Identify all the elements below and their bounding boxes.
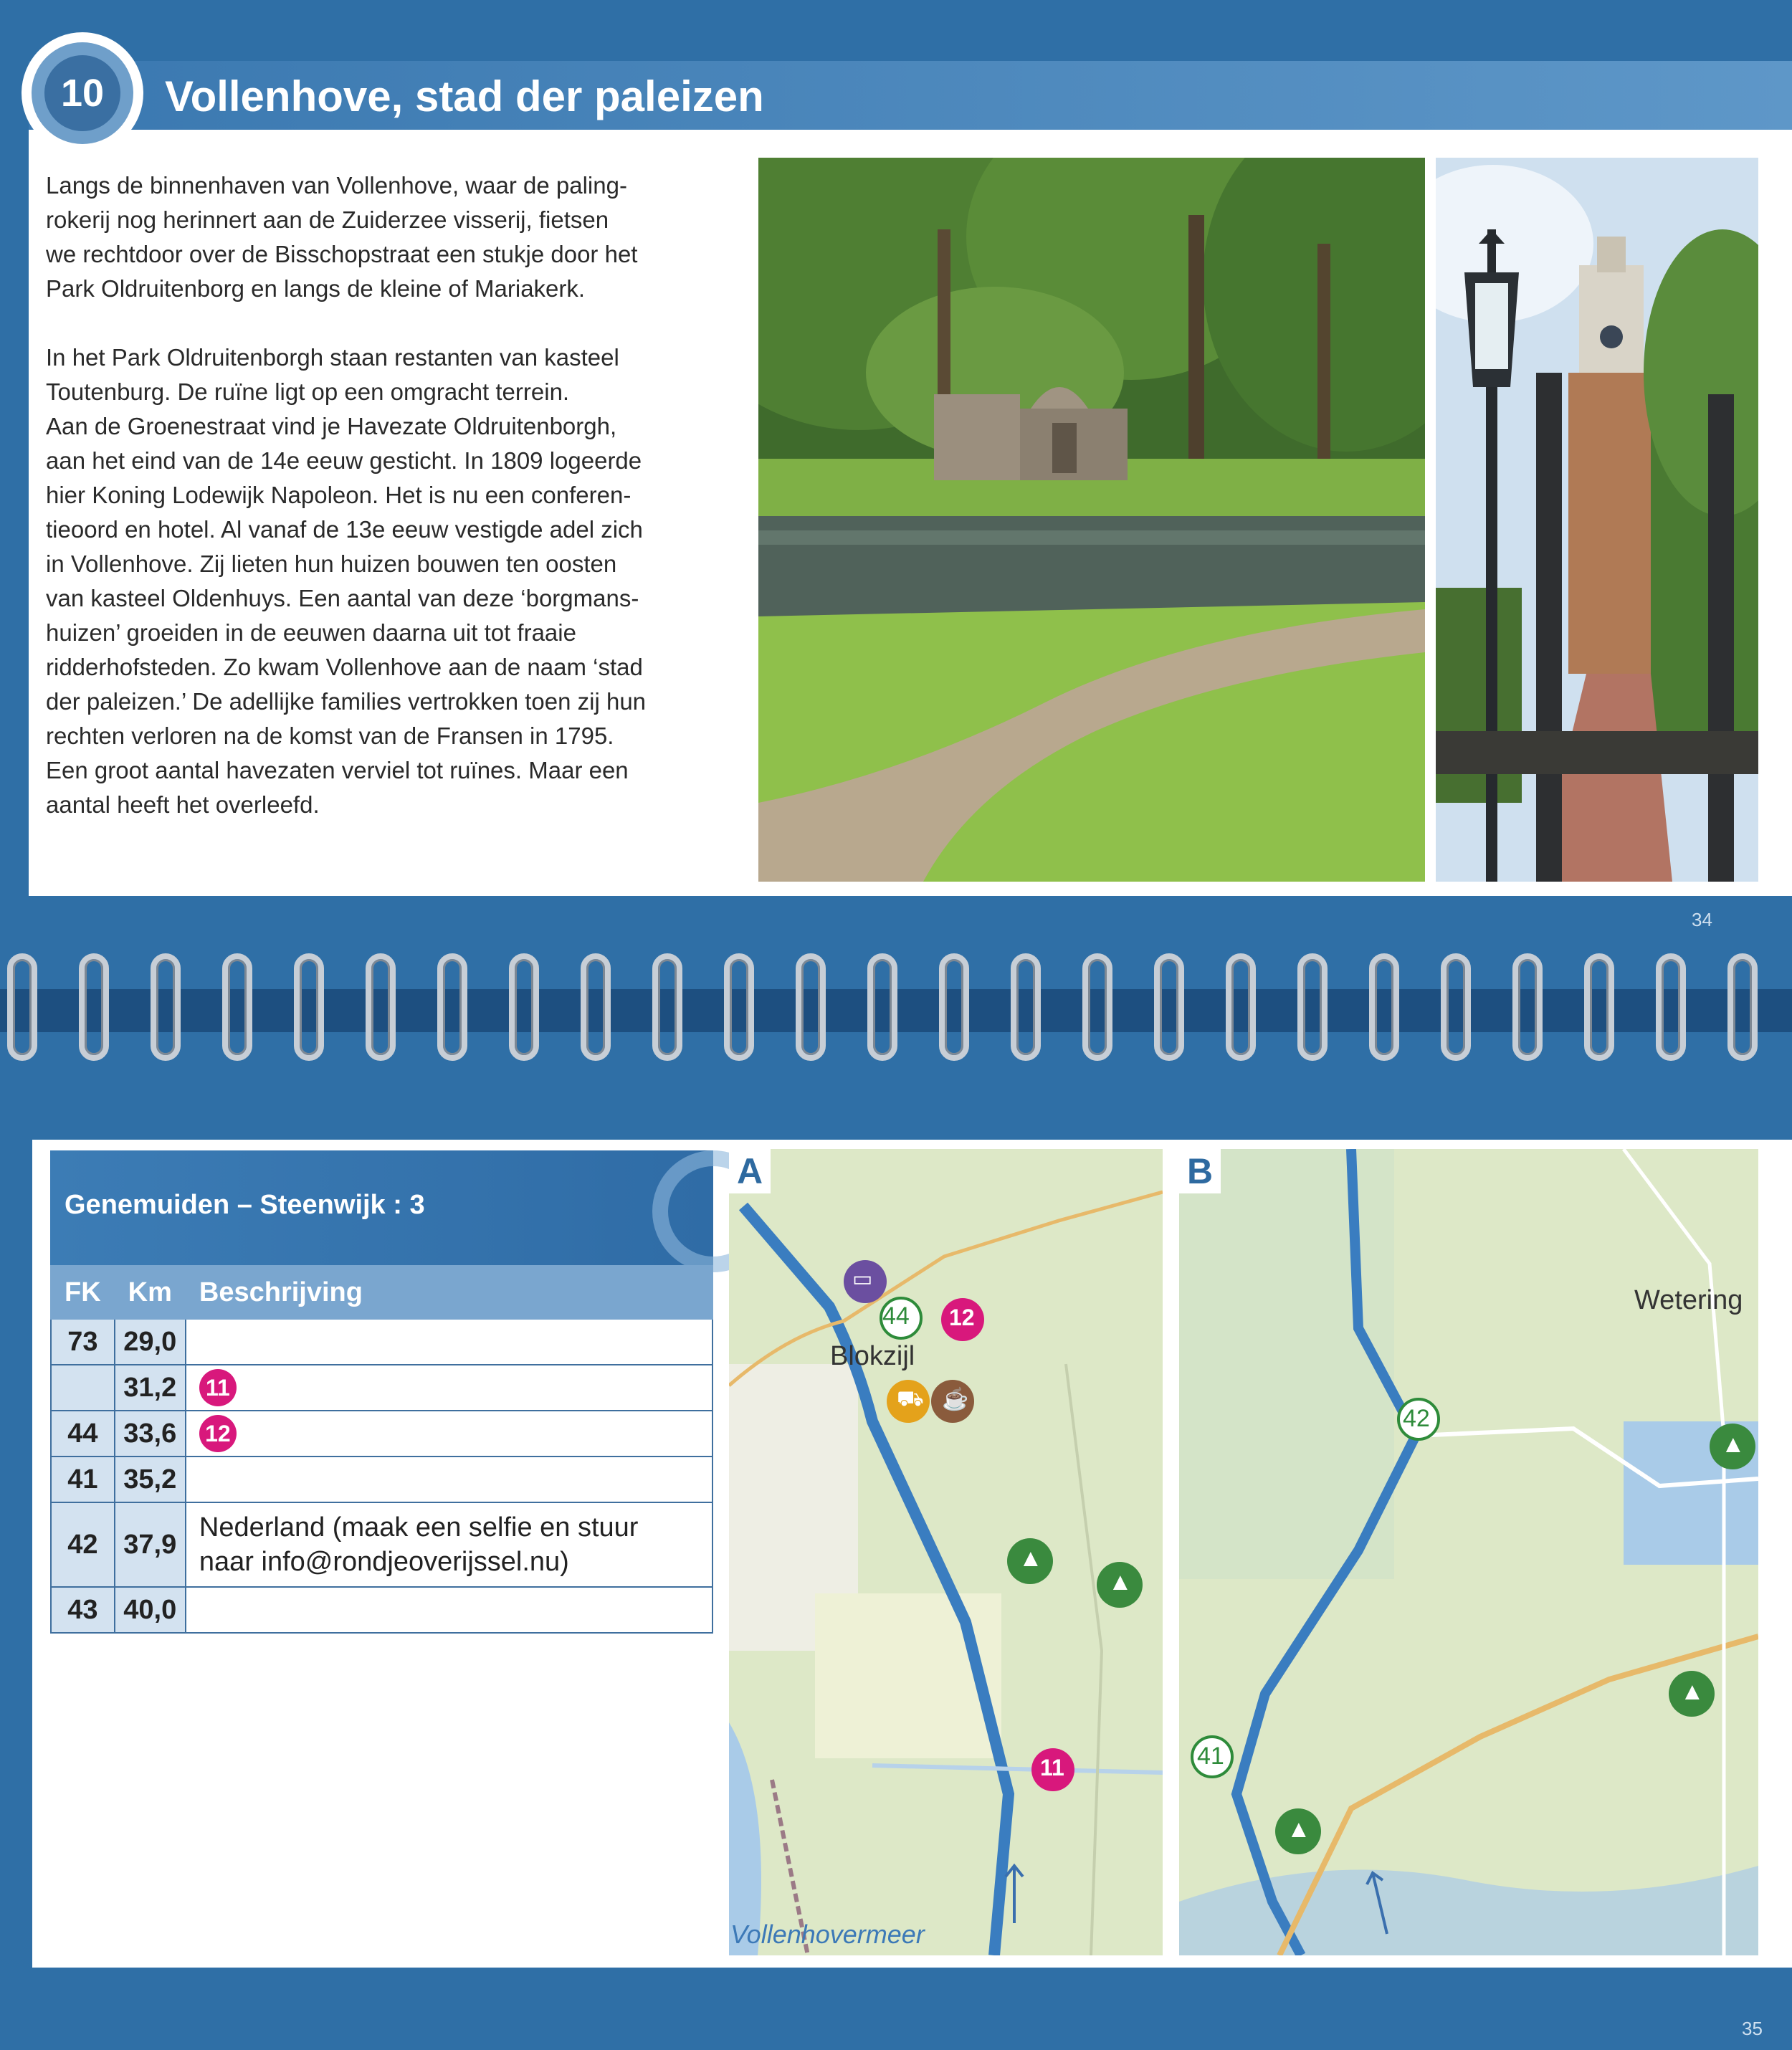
poi-11-marker: 11 <box>1040 1755 1064 1780</box>
column-header-fk: FK <box>51 1266 115 1319</box>
spiral-ring <box>437 953 467 1061</box>
km-cell: 37,9 <box>115 1502 186 1587</box>
table-row <box>51 1502 712 1587</box>
fk-cell <box>51 1365 115 1411</box>
spiral-ring <box>724 953 754 1061</box>
spiral-ring <box>581 953 611 1061</box>
spiral-ring <box>1226 953 1256 1061</box>
page-number-top: 34 <box>1692 909 1712 930</box>
spiral-ring <box>222 953 252 1061</box>
spiral-ring <box>1512 953 1543 1061</box>
spiral-ring <box>509 953 539 1061</box>
chapter-body <box>46 168 734 857</box>
spiral-ring <box>1297 953 1328 1061</box>
node-42: 42 <box>1403 1405 1430 1432</box>
spiral-ring <box>1656 953 1686 1061</box>
campsite-icon: ▲ <box>1680 1678 1705 1705</box>
table-row <box>51 1411 712 1457</box>
photo-church-tower-lamp <box>1436 158 1758 882</box>
km-cell: 31,2 <box>115 1365 186 1411</box>
chapter-title: Vollenhove, stad der paleizen <box>165 72 764 120</box>
km-cell: 40,0 <box>115 1587 186 1633</box>
poi-12-marker: 12 <box>949 1305 975 1330</box>
map-letter-b: B <box>1179 1149 1221 1193</box>
node-41: 41 <box>1197 1742 1224 1770</box>
campsite-icon: ▲ <box>1108 1568 1133 1596</box>
spiral-ring <box>1441 953 1471 1061</box>
spiral-ring <box>652 953 682 1061</box>
spiral-ring <box>1082 953 1112 1061</box>
spiral-ring <box>294 953 324 1061</box>
column-header-km: Km <box>115 1266 186 1319</box>
description-cell <box>186 1457 712 1502</box>
fk-cell: 41 <box>51 1457 115 1502</box>
description-cell <box>186 1319 712 1365</box>
spiral-ring <box>151 953 181 1061</box>
table-row <box>51 1457 712 1502</box>
spiral-ring <box>366 953 396 1061</box>
fk-cell: 43 <box>51 1587 115 1633</box>
paragraph-2: In het Park Oldruitenborgh staan restanten van kasteel Toutenburg. De ruïne ligt op een omgracht terrein. Aan de Groenestraat vind je Havezate Oldruitenborgh, aan het eind van de 14e eeuw gesticht. In 1809 logeerde hier Koning Lodewijk Napoleon. Het is nu een conferen- tieoord en hotel. Al vanaf de 13e eeuw vestigde adel zich in Vollenhove. Zij lieten hun huizen bouwen ten oosten van kasteel Oldenhuys. Een aantal van deze ‘borgmans- huizen’ groeiden in de eeuwen daarna uit tot fraaie ridderhofsteden. Zo kwam Vollenhove aan de naam ‘stad der paleizen.’ De adellijke families vertrokken toen zij hun rechten verloren na de komst van de Fransen in 1795. Een groot aantal havezaten verviel tot ruïnes. Maar een aantal heeft het overleefd. <box>46 344 647 818</box>
km-cell: 35,2 <box>115 1457 186 1502</box>
description-cell <box>186 1587 712 1633</box>
spiral-ring <box>1369 953 1399 1061</box>
fk-cell: 42 <box>51 1502 115 1587</box>
map-b <box>1179 1149 1758 1955</box>
poi-badge-12: 12 <box>199 1415 237 1452</box>
water-label-vollenhovermeer: Vollenhovermeer <box>730 1920 925 1949</box>
town-label-wetering: Wetering <box>1634 1285 1743 1315</box>
table-row <box>51 1365 712 1411</box>
table-row <box>51 1319 712 1365</box>
spiral-ring <box>867 953 897 1061</box>
spiral-ring <box>1011 953 1041 1061</box>
table-header-row <box>51 1266 712 1319</box>
campsite-icon: ▲ <box>1019 1545 1043 1572</box>
map-a <box>729 1149 1163 1955</box>
town-label-blokzijl: Blokzijl <box>830 1341 915 1371</box>
km-cell: 29,0 <box>115 1319 186 1365</box>
spiral-ring <box>79 953 109 1061</box>
chapter-number: 10 <box>44 55 120 131</box>
hotel-icon: ▭ <box>852 1267 873 1291</box>
spiral-ring <box>1727 953 1758 1061</box>
column-header-description: Beschrijving <box>186 1266 712 1319</box>
spiral-ring <box>796 953 826 1061</box>
map-letter-a: A <box>729 1149 771 1193</box>
description-cell <box>186 1411 712 1457</box>
route-table <box>50 1265 713 1634</box>
page-number-bottom: 35 <box>1742 2018 1763 2039</box>
table-row <box>51 1587 712 1633</box>
spiral-ring <box>1154 953 1184 1061</box>
spiral-ring <box>1584 953 1614 1061</box>
spiral-ring <box>939 953 969 1061</box>
shopping-cart-icon: ⛟ <box>897 1387 924 1411</box>
fk-cell: 73 <box>51 1319 115 1365</box>
coffee-icon: ☕ <box>942 1388 969 1411</box>
fk-cell: 44 <box>51 1411 115 1457</box>
spiral-ring <box>7 953 37 1061</box>
campsite-icon: ▲ <box>1721 1431 1745 1458</box>
poi-badge-11: 11 <box>199 1369 237 1406</box>
photo-castle-ruin-park <box>758 158 1425 882</box>
paragraph-1: Langs de binnenhaven van Vollenhove, waar de paling- rokerij nog herinnert aan de Zuiderzee visserij, fietsen we rechtdoor over de Bisschopstraat een stukje door het Park Oldruitenborg en langs de kleine of Mariakerk. <box>46 172 638 302</box>
node-44: 44 <box>882 1302 910 1330</box>
route-title: Genemuiden – Steenwijk : 3 <box>65 1190 425 1220</box>
description-cell: Nederland (maak een selfie en stuur naar info@rondjeoverijssel.nu) <box>186 1502 712 1587</box>
campsite-icon: ▲ <box>1287 1816 1311 1843</box>
km-cell: 33,6 <box>115 1411 186 1457</box>
description-cell <box>186 1365 712 1411</box>
